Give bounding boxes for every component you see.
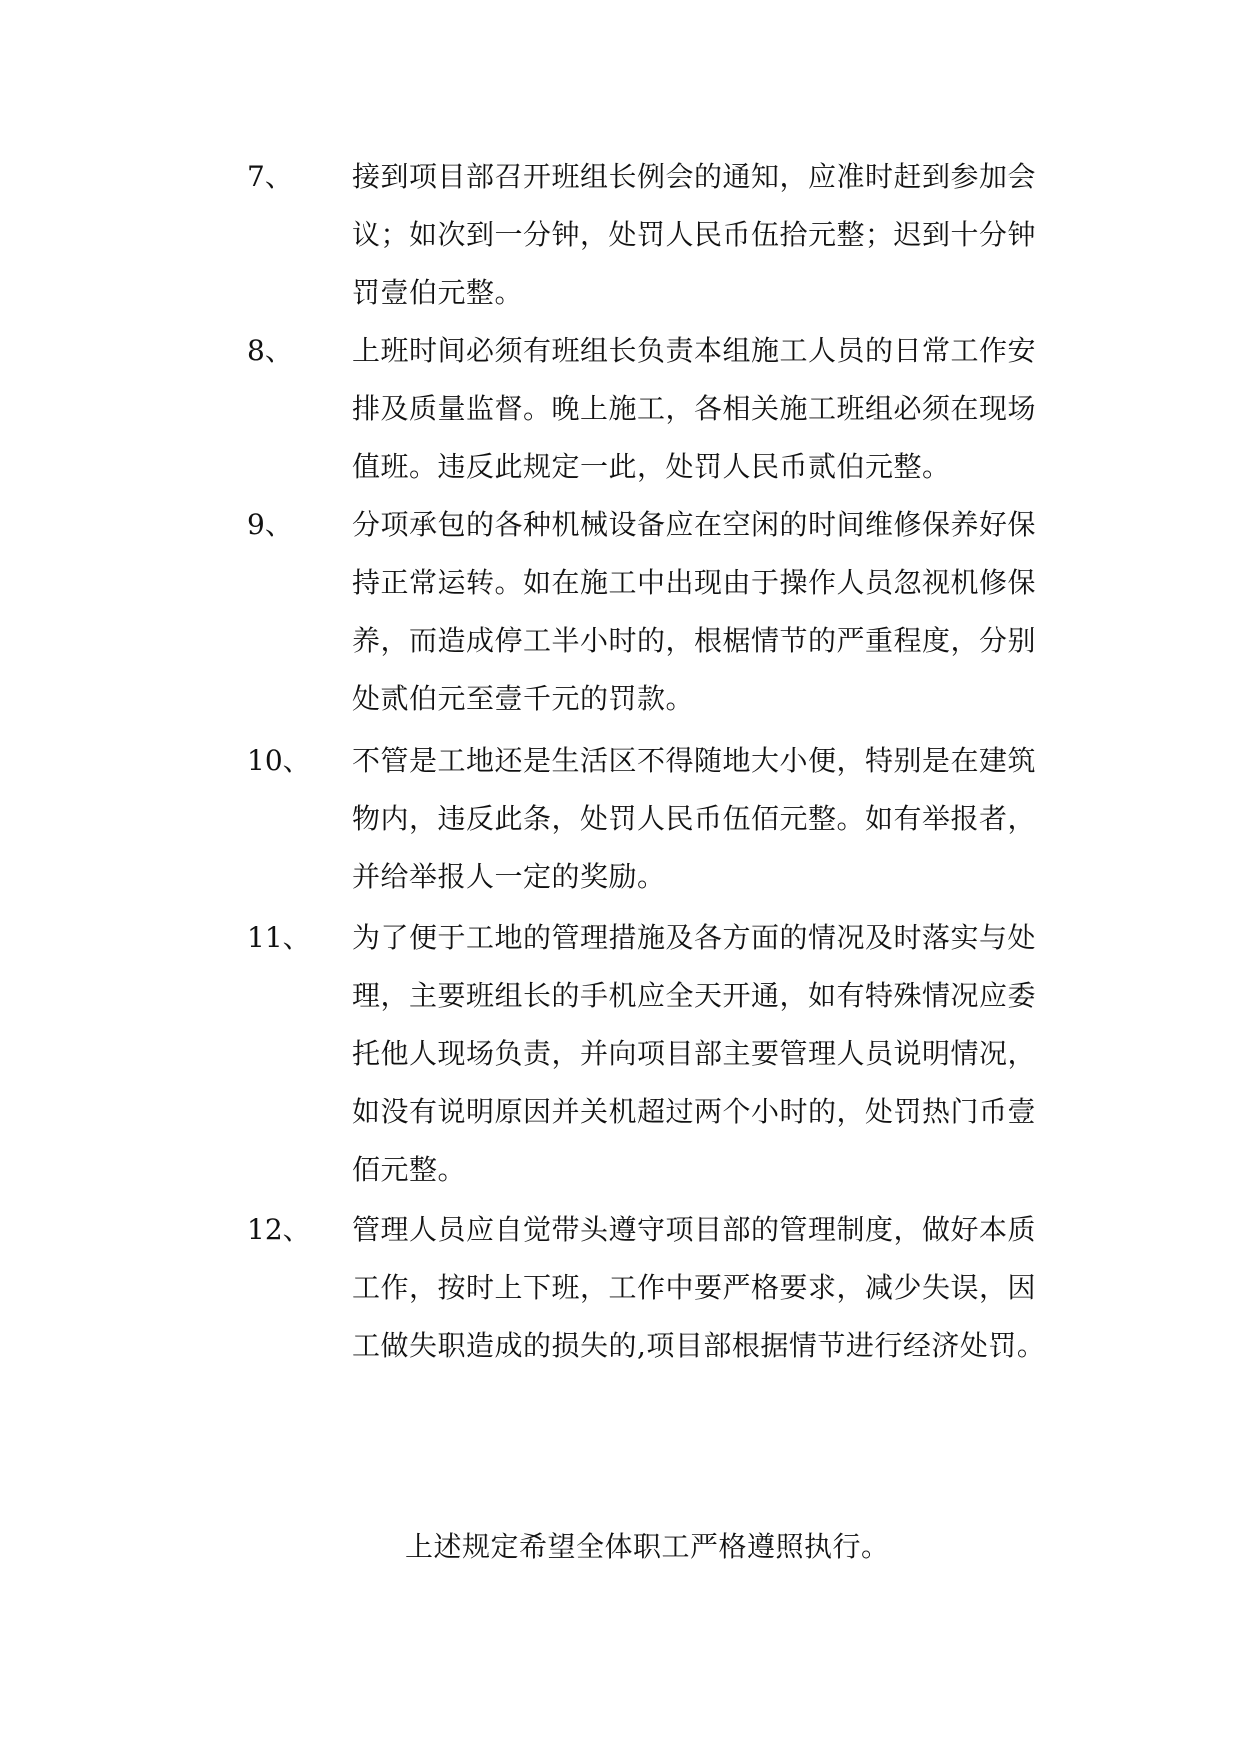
clause-text-line: 排及质量监督。晚上施工，各相关施工班组必须在现场 <box>352 392 1037 425</box>
clause-text-line: 分项承包的各种机械设备应在空闲的时间维修保养好保 <box>352 508 1037 541</box>
clause-number: 7、 <box>247 160 293 193</box>
clause-text-line: 不管是工地还是生活区不得随地大小便，特别是在建筑 <box>352 744 1037 777</box>
clause-text-line: 为了便于工地的管理措施及各方面的情况及时落实与处 <box>352 921 1037 954</box>
clause-number: 11、 <box>247 921 311 954</box>
clause-text-line: 值班。违反此规定一此，处罚人民币贰伯元整。 <box>352 450 951 483</box>
clause-text-line: 接到项目部召开班组长例会的通知，应准时赶到参加会 <box>352 160 1037 193</box>
clause-text-line: 托他人现场负责，并向项目部主要管理人员说明情况， <box>352 1037 1037 1070</box>
clause-number: 9、 <box>247 508 293 541</box>
clause-text-line: 佰元整。 <box>352 1153 467 1186</box>
clause-text-line: 工作，按时上下班，工作中要严格要求，减少失误，因 <box>352 1271 1037 1304</box>
clause-text-line: 管理人员应自觉带头遵守项目部的管理制度，做好本质 <box>352 1213 1037 1246</box>
clause-number: 8、 <box>247 334 293 367</box>
clause-text-line: 养，而造成停工半小时的，根椐情节的严重程度，分别 <box>352 624 1037 657</box>
clause-text-line: 工做失职造成的损失的,项目部根据情节进行经济处罚。 <box>352 1329 1046 1362</box>
clause-text-line: 议；如次到一分钟，处罚人民币伍拾元整；迟到十分钟 <box>352 218 1037 251</box>
clause-text-line: 罚壹伯元整。 <box>352 276 524 309</box>
clause-text-line: 物内，违反此条，处罚人民币伍佰元整。如有举报者， <box>352 802 1037 835</box>
clause-number: 10、 <box>247 744 311 777</box>
clause-text-line: 如没有说明原因并关机超过两个小时的，处罚热门币壹 <box>352 1095 1037 1128</box>
clause-text-line: 处贰伯元至壹千元的罚款。 <box>352 682 695 715</box>
clause-text-line: 上班时间必须有班组长负责本组施工人员的日常工作安 <box>352 334 1037 367</box>
clause-text-line: 并给举报人一定的奖励。 <box>352 860 666 893</box>
clause-text-line: 持正常运转。如在施工中出现由于操作人员忽视机修保 <box>352 566 1037 599</box>
clause-text-line: 理，主要班组长的手机应全天开通，如有特殊情况应委 <box>352 979 1037 1012</box>
closing-statement: 上述规定希望全体职工严格遵照执行。 <box>405 1530 890 1563</box>
clause-number: 12、 <box>247 1213 311 1246</box>
